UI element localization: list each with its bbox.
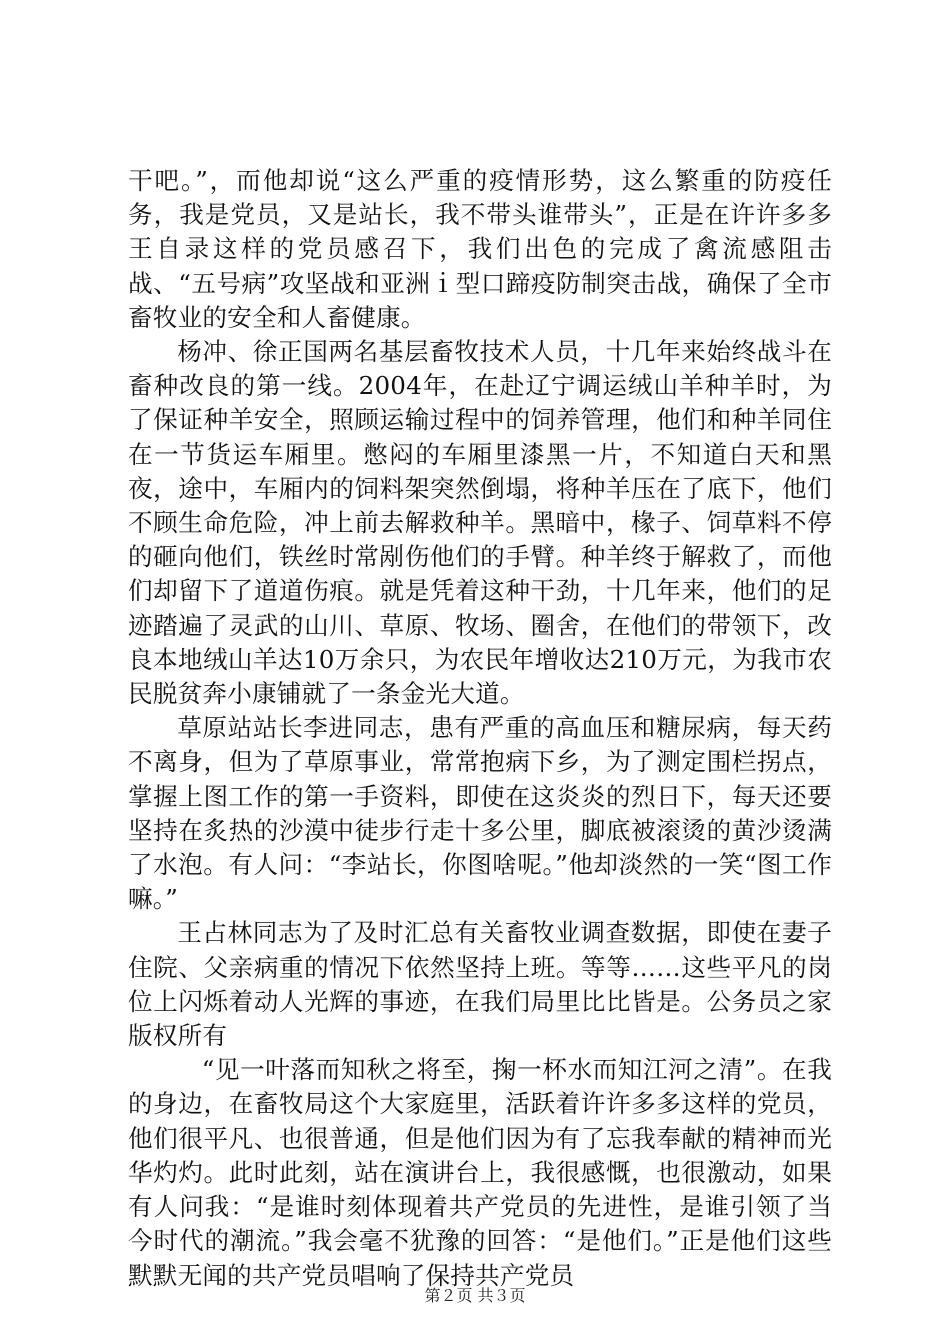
page-number-footer: 第２页 共３页 xyxy=(424,1286,526,1305)
paragraph-continuation: 干吧。”，而他却说“这么严重的疫情形势，这么繁重的防疫任务，我是党员，又是站长，我不带头谁带头”，正是在许许多多王自录这样的党员感召下，我们出色的完成了禽流感阻击战、“五号病”攻坚战和亚洲ｉ型口蹄疫防制突击战，确保了全市畜牧业的安全和人畜健康。 xyxy=(128,166,832,332)
paragraph-closing: “见一叶落而知秋之将至，掬一杯水而知江河之清”。在我的身边，在畜牧局这个大家庭里，活跃着许许多多这样的党员，他们很平凡、也很普通，但是他们因为有了忘我奉献的精神而光华灼灼。此时此刻，站在演讲台上，我很感慨，也很激动，如果有人问我：“是谁时刻体现着共产党员的先进性，是谁引领了当今时代的潮流。”我会毫不犹豫的回答：“是他们。”正是他们这些默默无闻的共产党员唱响了保持共产党员 xyxy=(128,1055,832,1290)
document-body xyxy=(128,164,832,1293)
paragraph-wang-zhanlin: 王占林同志为了及时汇总有关畜牧业调查数据，即使在妻子住院、父亲病重的情况下依然坚持上班。等等……这些平凡的岗位上闪烁着动人光辉的事迹，在我们局里比比皆是。公务员之家版权所有 xyxy=(128,918,832,1051)
paragraph-yang-chong: 杨冲、徐正国两名基层畜牧技术人员，十几年来始终战斗在畜种改良的第一线。2004年，在赴辽宁调运绒山羊种羊时，为了保证种羊安全，照顾运输过程中的饲养管理，他们和种羊同住在一节货运车厢里。憋闷的车厢里漆黑一片，不知道白天和黑夜，途中，车厢内的饲料架突然倒塌，将种羊压在了底下，他们不顾生命危险，冲上前去解救种羊。黑暗中，椽子、饲草料不停的砸向他们，铁丝时常剐伤他们的手臂。种羊终于解救了，而他们却留下了道道伤痕。就是凭着这种干劲，十几年来，他们的足迹踏遍了灵武的山川、草原、牧场、圈舍，在他们的带领下，改良本地绒山羊达10万余只，为农民年增收达210万元，为我市农民脱贫奔小康铺就了一条金光大道。 xyxy=(128,337,832,709)
paragraph-li-jin: 草原站站长李进同志，患有严重的高血压和糖尿病，每天药不离身，但为了草原事业，常常抱病下乡，为了测定围栏拐点，掌握上图工作的第一手资料，即使在这炎炎的烈日下，每天还要坚持在炙热的沙漠中徒步行走十多公里，脚底被滚烫的黄沙烫满了水泡。有人问：“李站长，你图啥呢。”他却淡然的一笑“图工作嘛。” xyxy=(128,713,832,914)
